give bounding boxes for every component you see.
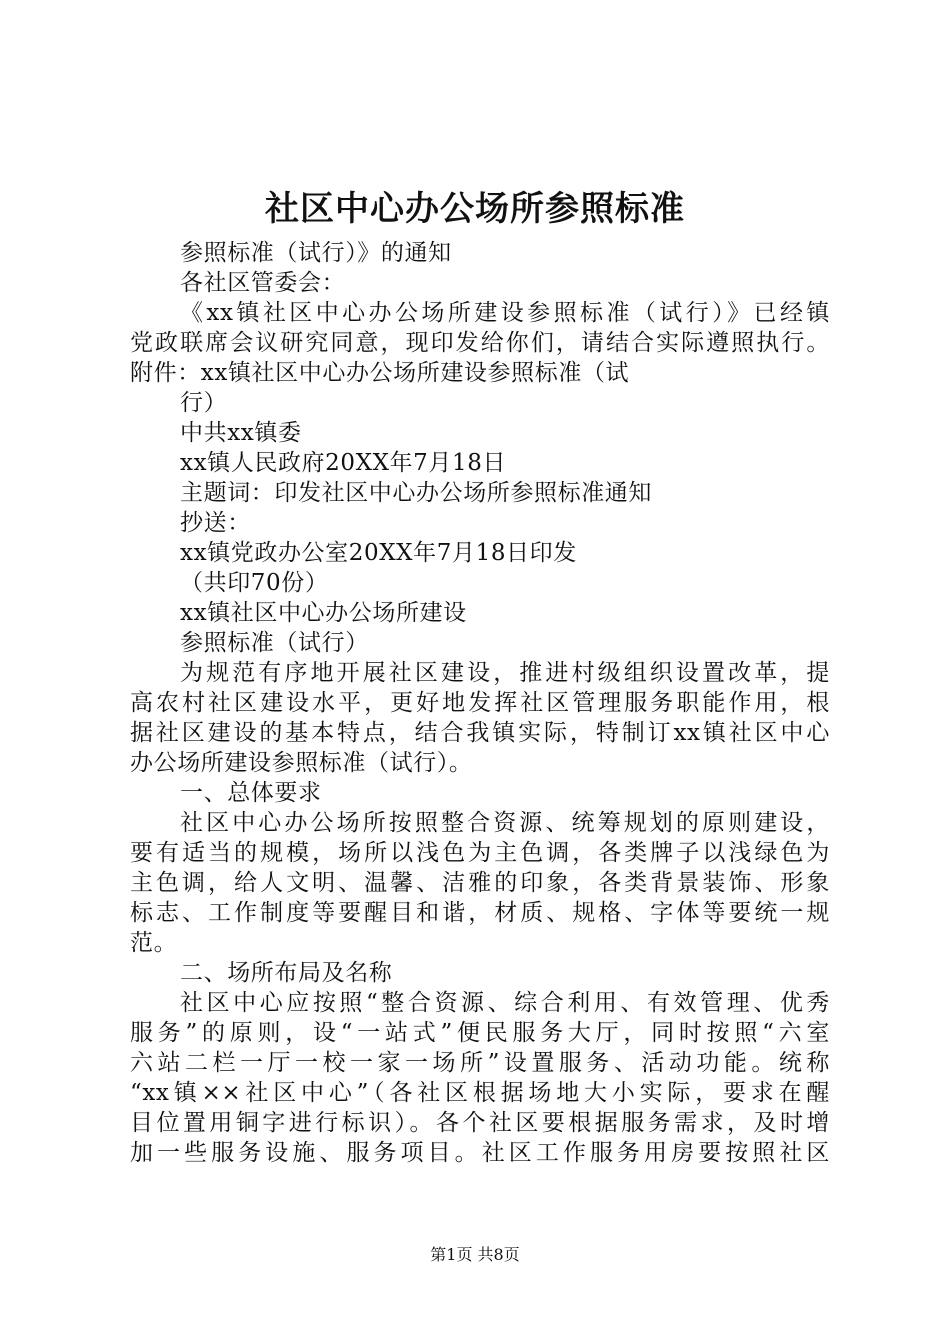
- text-line: xx镇党政办公室20XX年7月18日印发: [180, 540, 577, 566]
- text-line: 为规范有序地开展社区建设，推进村级组织设置改革，提: [180, 660, 830, 686]
- text-line: 标志、工作制度等要醒目和谐，材质、规格、字体等要统一规: [130, 900, 830, 926]
- text-line: 六站二栏一厅一校一家一场所”设置服务、活动功能。统称: [130, 1050, 830, 1076]
- text-line: xx镇人民政府20XX年7月18日: [180, 450, 507, 476]
- page-number-footer: 第1页 共8页: [430, 1245, 520, 1264]
- text-line: 服务”的原则，设“一站式”便民服务大厅，同时按照“六室: [130, 1020, 830, 1046]
- text-line: 主色调，给人文明、温馨、洁雅的印象，各类背景装饰、形象: [130, 870, 830, 896]
- text-line: 范。: [130, 930, 178, 956]
- text-line: 要有适当的规模，场所以浅色为主色调，各类牌子以浅绿色为: [130, 840, 830, 866]
- text-line: 抄送：: [180, 510, 251, 536]
- text-line: 目位置用铜字进行标识）。各个社区要根据服务需求，及时增: [130, 1110, 830, 1136]
- text-line: 加一些服务设施、服务项目。社区工作服务用房要按照社区: [130, 1140, 830, 1166]
- text-line: xx镇社区中心办公场所建设: [180, 600, 467, 626]
- text-line: 据社区建设的基本特点，结合我镇实际，特制订xx镇社区中心: [130, 720, 830, 746]
- section-heading: 二、场所布局及名称: [180, 960, 393, 986]
- text-line: 行）: [180, 390, 228, 416]
- text-line: 社区中心应按照“整合资源、综合利用、有效管理、优秀: [180, 990, 830, 1016]
- document-body: [130, 238, 830, 1168]
- text-line: “xx镇××社区中心”（各社区根据场地大小实际，要求在醒: [130, 1080, 830, 1106]
- text-line: 参照标准（试行）》的通知: [180, 240, 452, 266]
- text-line: 参照标准（试行）: [180, 630, 369, 656]
- text-line: 社区中心办公场所按照整合资源、统筹规划的原则建设，: [180, 810, 830, 836]
- text-line: （共印70份）: [180, 570, 329, 596]
- document-title: 社区中心办公场所参照标准: [265, 189, 685, 229]
- text-line: 各社区管委会：: [180, 270, 346, 296]
- text-line: 《xx镇社区中心办公场所建设参照标准（试行）》已经镇: [180, 300, 830, 326]
- text-line: 高农村社区建设水平，更好地发挥社区管理服务职能作用，根: [130, 690, 830, 716]
- text-line: 办公场所建设参照标准（试行）。: [130, 750, 473, 776]
- text-line: 主题词：印发社区中心办公场所参照标准通知: [180, 480, 652, 506]
- text-line: 中共xx镇委: [180, 420, 302, 446]
- text-line: 党政联席会议研究同意，现印发给你们，请结合实际遵照执行。: [130, 330, 830, 356]
- text-line: 附件：xx镇社区中心办公场所建设参照标准（试: [130, 360, 630, 386]
- section-heading: 一、总体要求: [180, 780, 322, 806]
